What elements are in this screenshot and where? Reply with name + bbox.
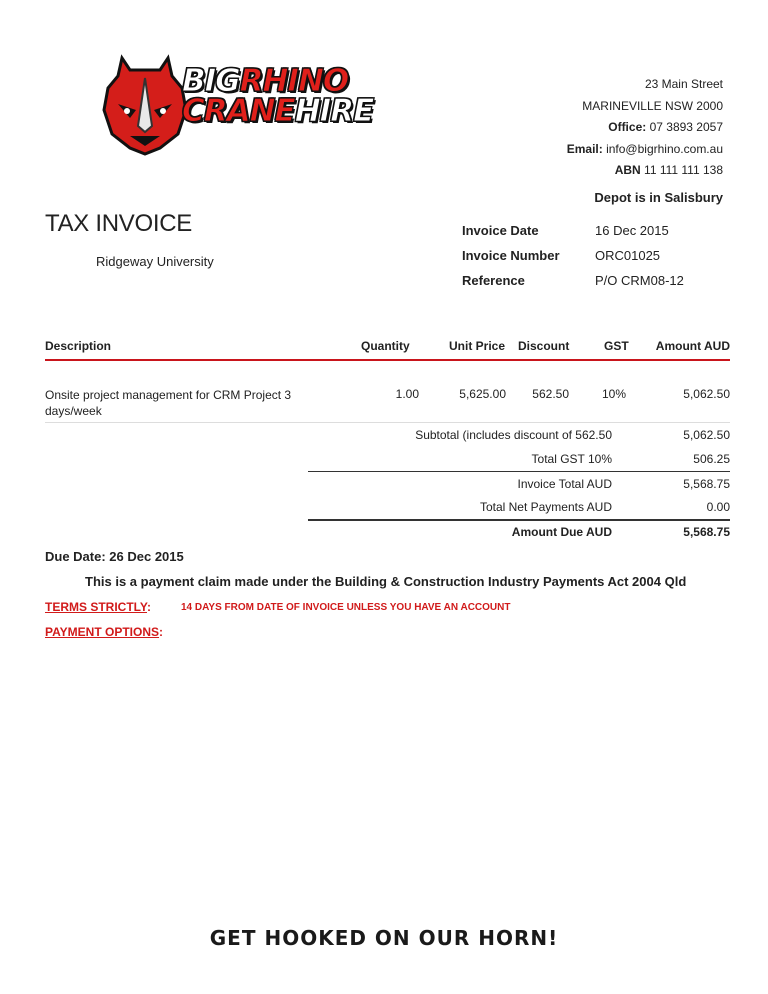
terms-note: 14 DAYS FROM DATE OF INVOICE UNLESS YOU HAVE AN ACCOUNT	[181, 602, 511, 613]
company-email	[483, 139, 723, 161]
invoice-date-value: 16 Dec 2015	[595, 223, 669, 238]
invoice-number-label: Invoice Number	[462, 248, 560, 263]
invoice-total-label: Invoice Total AUD	[517, 477, 612, 491]
payment-options-label: PAYMENT OPTIONS	[45, 625, 160, 639]
payment-options-heading	[45, 625, 163, 639]
office-label: Office:	[608, 120, 647, 134]
line-item-gst: 10%	[601, 387, 626, 401]
logo-word-crane: CRANE	[182, 93, 295, 129]
column-header-amount: Amount AUD	[655, 339, 730, 353]
page-title: TAX INVOICE	[45, 210, 192, 237]
subtotal-value: 5,062.50	[683, 428, 730, 442]
company-logo-wordmark	[182, 63, 412, 129]
line-item-divider	[45, 422, 730, 423]
line-item-quantity: 1.00	[395, 387, 419, 401]
column-header-discount: Discount	[518, 339, 570, 353]
company-office	[483, 117, 723, 139]
rhino-head-icon	[100, 48, 190, 156]
amount-due-divider	[308, 519, 730, 521]
table-header-divider	[45, 359, 730, 361]
company-abn	[483, 160, 723, 182]
column-header-gst: GST	[604, 339, 629, 353]
invoice-total-value: 5,568.75	[683, 477, 730, 491]
column-header-description: Description	[45, 339, 112, 353]
office-number: 07 3893 2057	[649, 120, 723, 134]
net-payments-value: 0.00	[706, 500, 730, 514]
amount-due-value: 5,568.75	[683, 525, 730, 539]
invoice-number-value: ORC01025	[595, 248, 661, 263]
subtotal-label: Subtotal (includes discount of 562.50	[415, 428, 612, 442]
abn-number: 11 111 111 138	[644, 163, 723, 177]
invoice-meta	[462, 221, 684, 296]
line-item-unit-price: 5,625.00	[459, 387, 506, 401]
amount-due-label: Amount Due AUD	[511, 525, 612, 539]
line-item-description: Onsite project management for CRM Project 3 days/week	[45, 388, 292, 418]
company-suburb: MARINEVILLE NSW 2000	[582, 98, 723, 113]
due-date: Due Date: 26 Dec 2015	[45, 549, 184, 564]
invoice-date-label: Invoice Date	[462, 223, 539, 238]
reference-row	[462, 271, 684, 296]
terms-label: TERMS STRICTLY	[45, 600, 148, 614]
email-label: Email:	[566, 141, 603, 156]
abn-label: ABN	[614, 163, 641, 177]
total-gst-value: 506.25	[693, 452, 730, 466]
logo-word-rhino: RHINO	[239, 63, 349, 99]
totals-divider	[308, 471, 730, 472]
invoice-number-row	[462, 246, 684, 271]
invoice-date-row	[462, 221, 684, 246]
email-address: info@bigrhino.com.au	[606, 141, 723, 156]
payment-claim-statement: This is a payment claim made under the Building & Construction Industry Payments Act 2004 Qld	[85, 574, 687, 589]
column-header-quantity: Quantity	[361, 339, 410, 353]
company-details	[483, 74, 723, 182]
reference-label: Reference	[462, 273, 525, 288]
column-header-unit-price: Unit Price	[449, 339, 506, 353]
payment-options-colon: :	[159, 625, 164, 639]
company-street: 23 Main Street	[644, 77, 723, 91]
line-item-amount: 5,062.50	[683, 387, 730, 401]
logo-word-big: BIG	[182, 63, 240, 99]
footer-slogan: GET HOOKED ON OUR HORN!	[209, 926, 559, 950]
terms-heading	[45, 600, 151, 614]
terms-colon: :	[147, 600, 152, 614]
net-payments-label: Total Net Payments AUD	[479, 500, 612, 514]
total-gst-label: Total GST 10%	[531, 452, 612, 466]
customer-name: Ridgeway University	[96, 254, 214, 269]
depot-location: Depot is in Salisbury	[594, 190, 723, 205]
line-item-discount: 562.50	[532, 387, 569, 401]
logo-word-hire: HIRE	[294, 93, 374, 129]
reference-value: P/O CRM08-12	[595, 273, 684, 288]
